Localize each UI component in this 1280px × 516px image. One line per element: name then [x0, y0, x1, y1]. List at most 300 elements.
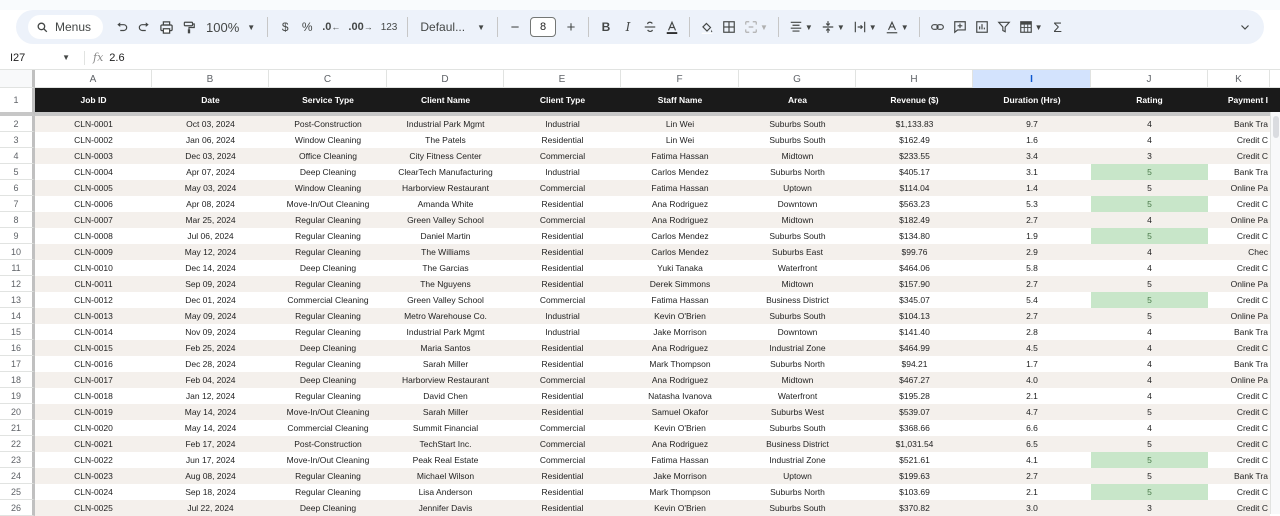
- cell-duration[interactable]: 2.7: [973, 308, 1091, 324]
- cell-staff-name[interactable]: Fatima Hassan: [621, 148, 739, 164]
- cell-rating[interactable]: 5: [1091, 180, 1208, 196]
- cell-revenue[interactable]: $521.61: [856, 452, 973, 468]
- cell-service-type[interactable]: Deep Cleaning: [269, 164, 387, 180]
- cell-service-type[interactable]: Regular Cleaning: [269, 308, 387, 324]
- merge-cells-button[interactable]: [740, 15, 772, 39]
- cell-revenue[interactable]: $464.99: [856, 340, 973, 356]
- header-revenue[interactable]: Revenue ($): [890, 94, 939, 105]
- cell-revenue[interactable]: $195.28: [856, 388, 973, 404]
- row-number[interactable]: 17: [0, 356, 35, 372]
- cell-job-id[interactable]: CLN-0004: [35, 164, 152, 180]
- cell-job-id[interactable]: CLN-0020: [35, 420, 152, 436]
- cell-payment[interactable]: Credit C: [1208, 388, 1270, 404]
- cell-job-id[interactable]: CLN-0022: [35, 452, 152, 468]
- row-number[interactable]: 7: [0, 196, 35, 212]
- cell-job-id[interactable]: CLN-0002: [35, 132, 152, 148]
- cell-job-id[interactable]: CLN-0025: [35, 500, 152, 516]
- cell-service-type[interactable]: Deep Cleaning: [269, 500, 387, 516]
- header-staff-name[interactable]: Staff Name: [657, 94, 703, 105]
- cell-payment[interactable]: Credit C: [1208, 436, 1270, 452]
- strikethrough-button[interactable]: [639, 15, 661, 39]
- cell-job-id[interactable]: CLN-0010: [35, 260, 152, 276]
- cell-client-name[interactable]: Jennifer Davis: [387, 500, 504, 516]
- cell-client-type[interactable]: Industrial: [504, 164, 621, 180]
- cell-revenue[interactable]: $134.80: [856, 228, 973, 244]
- cell-client-name[interactable]: TechStart Inc.: [387, 436, 504, 452]
- cell-client-name[interactable]: Industrial Park Mgmt: [387, 116, 504, 132]
- borders-button[interactable]: [718, 15, 740, 39]
- cell-service-type[interactable]: Post-Construction: [269, 436, 387, 452]
- row-number[interactable]: 18: [0, 372, 35, 388]
- cell-revenue[interactable]: $467.27: [856, 372, 973, 388]
- cell-rating[interactable]: 4: [1091, 388, 1208, 404]
- cell-duration[interactable]: 2.7: [973, 276, 1091, 292]
- cell-rating[interactable]: 4: [1091, 356, 1208, 372]
- currency-format-button[interactable]: $: [281, 20, 289, 34]
- cell-rating[interactable]: 4: [1091, 372, 1208, 388]
- cell-staff-name[interactable]: Ana Rodriguez: [621, 340, 739, 356]
- cell-rating[interactable]: 5: [1091, 468, 1208, 484]
- cell-duration[interactable]: 2.1: [973, 388, 1091, 404]
- cell-staff-name[interactable]: Mark Thompson: [621, 356, 739, 372]
- cell-revenue[interactable]: $345.07: [856, 292, 973, 308]
- cell-rating[interactable]: 5: [1091, 164, 1208, 180]
- row-number[interactable]: 11: [0, 260, 35, 276]
- cell-payment[interactable]: Online Pa: [1208, 308, 1270, 324]
- column-header-g[interactable]: G: [739, 70, 856, 88]
- cell-date[interactable]: May 03, 2024: [152, 180, 269, 196]
- cell-client-type[interactable]: Commercial: [504, 436, 621, 452]
- cell-staff-name[interactable]: Ana Rodriguez: [621, 372, 739, 388]
- cell-payment[interactable]: Bank Tra: [1208, 116, 1270, 132]
- cell-payment[interactable]: Credit C: [1208, 260, 1270, 276]
- cell-client-name[interactable]: Green Valley School: [387, 212, 504, 228]
- row-number[interactable]: 16: [0, 340, 35, 356]
- cell-date[interactable]: Feb 04, 2024: [152, 372, 269, 388]
- cell-client-name[interactable]: ClearTech Manufacturing: [387, 164, 504, 180]
- cell-client-name[interactable]: Maria Santos: [387, 340, 504, 356]
- row-number[interactable]: 23: [0, 452, 35, 468]
- row-number[interactable]: 21: [0, 420, 35, 436]
- cell-rating[interactable]: 5: [1091, 404, 1208, 420]
- cell-duration[interactable]: 2.1: [973, 484, 1091, 500]
- cell-revenue[interactable]: $368.66: [856, 420, 973, 436]
- cell-rating[interactable]: 4: [1091, 212, 1208, 228]
- cell-job-id[interactable]: CLN-0017: [35, 372, 152, 388]
- cell-area[interactable]: Suburbs South: [739, 228, 856, 244]
- cell-area[interactable]: Suburbs East: [739, 244, 856, 260]
- row-number[interactable]: 8: [0, 212, 35, 228]
- column-header-d[interactable]: D: [387, 70, 504, 88]
- cell-date[interactable]: Jul 06, 2024: [152, 228, 269, 244]
- cell-area[interactable]: Midtown: [739, 148, 856, 164]
- cell-date[interactable]: Jan 12, 2024: [152, 388, 269, 404]
- cell-date[interactable]: Mar 25, 2024: [152, 212, 269, 228]
- row-number[interactable]: 9: [0, 228, 35, 244]
- cell-service-type[interactable]: Regular Cleaning: [269, 468, 387, 484]
- cell-job-id[interactable]: CLN-0011: [35, 276, 152, 292]
- cell-client-type[interactable]: Residential: [504, 500, 621, 516]
- header-duration[interactable]: Duration (Hrs): [1003, 94, 1061, 105]
- decrease-decimal-button[interactable]: .0 ←: [322, 21, 341, 33]
- cell-service-type[interactable]: Regular Cleaning: [269, 276, 387, 292]
- cell-revenue[interactable]: $162.49: [856, 132, 973, 148]
- row-number[interactable]: 4: [0, 148, 35, 164]
- cell-service-type[interactable]: Regular Cleaning: [269, 324, 387, 340]
- cell-area[interactable]: Suburbs South: [739, 500, 856, 516]
- row-number[interactable]: 19: [0, 388, 35, 404]
- column-header-e[interactable]: E: [504, 70, 621, 88]
- cell-revenue[interactable]: $157.90: [856, 276, 973, 292]
- cell-service-type[interactable]: Post-Construction: [269, 116, 387, 132]
- row-number[interactable]: 13: [0, 292, 35, 308]
- cell-date[interactable]: Jul 22, 2024: [152, 500, 269, 516]
- cell-client-name[interactable]: Harborview Restaurant: [387, 372, 504, 388]
- cell-area[interactable]: Suburbs South: [739, 420, 856, 436]
- cell-rating[interactable]: 3: [1091, 500, 1208, 516]
- cell-date[interactable]: Feb 17, 2024: [152, 436, 269, 452]
- cell-payment[interactable]: Bank Tra: [1208, 356, 1270, 372]
- cell-client-type[interactable]: Commercial: [504, 452, 621, 468]
- column-header-k[interactable]: K: [1208, 70, 1270, 88]
- cell-area[interactable]: Downtown: [739, 324, 856, 340]
- cell-payment[interactable]: Online Pa: [1208, 180, 1270, 196]
- cell-revenue[interactable]: $1,031.54: [856, 436, 973, 452]
- cell-job-id[interactable]: CLN-0001: [35, 116, 152, 132]
- font-family-select[interactable]: [414, 20, 491, 34]
- row-number[interactable]: 2: [0, 116, 35, 132]
- cell-rating[interactable]: 5: [1091, 292, 1208, 308]
- cell-rating[interactable]: 4: [1091, 116, 1208, 132]
- cell-date[interactable]: Nov 09, 2024: [152, 324, 269, 340]
- cell-staff-name[interactable]: Jake Morrison: [621, 324, 739, 340]
- text-color-button[interactable]: [661, 15, 683, 39]
- cell-date[interactable]: May 14, 2024: [152, 404, 269, 420]
- cell-client-type[interactable]: Commercial: [504, 148, 621, 164]
- cell-date[interactable]: Apr 07, 2024: [152, 164, 269, 180]
- cell-job-id[interactable]: CLN-0009: [35, 244, 152, 260]
- cell-staff-name[interactable]: Carlos Mendez: [621, 228, 739, 244]
- cell-duration[interactable]: 9.7: [973, 116, 1091, 132]
- cell-client-type[interactable]: Residential: [504, 132, 621, 148]
- column-header-j[interactable]: J: [1091, 70, 1208, 88]
- cell-client-name[interactable]: David Chen: [387, 388, 504, 404]
- undo-button[interactable]: [111, 15, 133, 39]
- cell-job-id[interactable]: CLN-0005: [35, 180, 152, 196]
- cell-duration[interactable]: 1.9: [973, 228, 1091, 244]
- scrollbar-thumb[interactable]: [1273, 116, 1279, 138]
- row-number[interactable]: 5: [0, 164, 35, 180]
- cell-service-type[interactable]: Move-In/Out Cleaning: [269, 196, 387, 212]
- cell-area[interactable]: Business District: [739, 436, 856, 452]
- row-number[interactable]: 22: [0, 436, 35, 452]
- cell-payment[interactable]: Credit C: [1208, 500, 1270, 516]
- cell-service-type[interactable]: Regular Cleaning: [269, 228, 387, 244]
- cell-duration[interactable]: 2.7: [973, 212, 1091, 228]
- cell-rating[interactable]: 4: [1091, 420, 1208, 436]
- cell-staff-name[interactable]: Lin Wei: [621, 116, 739, 132]
- cell-rating[interactable]: 5: [1091, 228, 1208, 244]
- cell-client-name[interactable]: Summit Financial: [387, 420, 504, 436]
- cell-staff-name[interactable]: Kevin O'Brien: [621, 420, 739, 436]
- cell-client-type[interactable]: Residential: [504, 196, 621, 212]
- cell-area[interactable]: Uptown: [739, 180, 856, 196]
- cell-service-type[interactable]: Regular Cleaning: [269, 484, 387, 500]
- cell-rating[interactable]: 4: [1091, 260, 1208, 276]
- cell-client-name[interactable]: Metro Warehouse Co.: [387, 308, 504, 324]
- header-service-type[interactable]: Service Type: [302, 94, 354, 105]
- cell-duration[interactable]: 4.5: [973, 340, 1091, 356]
- cell-client-type[interactable]: Residential: [504, 260, 621, 276]
- cell-area[interactable]: Suburbs South: [739, 132, 856, 148]
- row-number[interactable]: 10: [0, 244, 35, 260]
- cell-area[interactable]: Uptown: [739, 468, 856, 484]
- cell-area[interactable]: Business District: [739, 292, 856, 308]
- number-format-button[interactable]: [377, 15, 402, 39]
- cell-payment[interactable]: Credit C: [1208, 228, 1270, 244]
- row-number[interactable]: 20: [0, 404, 35, 420]
- cell-revenue[interactable]: $199.63: [856, 468, 973, 484]
- insert-comment-button[interactable]: [949, 15, 971, 39]
- cell-client-name[interactable]: Industrial Park Mgmt: [387, 324, 504, 340]
- vertical-scrollbar[interactable]: [1270, 112, 1280, 514]
- cell-duration[interactable]: 4.7: [973, 404, 1091, 420]
- cell-date[interactable]: May 12, 2024: [152, 244, 269, 260]
- cell-job-id[interactable]: CLN-0024: [35, 484, 152, 500]
- cell-duration[interactable]: 3.1: [973, 164, 1091, 180]
- cell-client-name[interactable]: Green Valley School: [387, 292, 504, 308]
- cell-date[interactable]: Dec 01, 2024: [152, 292, 269, 308]
- cell-staff-name[interactable]: Carlos Mendez: [621, 244, 739, 260]
- cell-revenue[interactable]: $405.17: [856, 164, 973, 180]
- cell-staff-name[interactable]: Ana Rodriguez: [621, 436, 739, 452]
- cell-date[interactable]: Jun 17, 2024: [152, 452, 269, 468]
- header-job-id[interactable]: Job ID: [80, 94, 107, 105]
- cell-service-type[interactable]: Move-In/Out Cleaning: [269, 404, 387, 420]
- vertical-align-button[interactable]: [817, 15, 849, 39]
- cell-service-type[interactable]: Regular Cleaning: [269, 244, 387, 260]
- cell-staff-name[interactable]: Derek Simmons: [621, 276, 739, 292]
- cell-client-type[interactable]: Residential: [504, 356, 621, 372]
- cell-client-name[interactable]: The Nguyens: [387, 276, 504, 292]
- cell-staff-name[interactable]: Fatima Hassan: [621, 180, 739, 196]
- cell-job-id[interactable]: CLN-0016: [35, 356, 152, 372]
- cell-revenue[interactable]: $104.13: [856, 308, 973, 324]
- cell-staff-name[interactable]: Natasha Ivanova: [621, 388, 739, 404]
- cell-duration[interactable]: 6.5: [973, 436, 1091, 452]
- cell-client-name[interactable]: The Garcias: [387, 260, 504, 276]
- cell-service-type[interactable]: Office Cleaning: [269, 148, 387, 164]
- cell-rating[interactable]: 5: [1091, 276, 1208, 292]
- cell-date[interactable]: Sep 09, 2024: [152, 276, 269, 292]
- bold-button[interactable]: B: [601, 20, 611, 34]
- cell-job-id[interactable]: CLN-0006: [35, 196, 152, 212]
- cell-staff-name[interactable]: Samuel Okafor: [621, 404, 739, 420]
- formula-input[interactable]: 2.6: [109, 51, 125, 64]
- cell-staff-name[interactable]: Ana Rodriguez: [621, 196, 739, 212]
- cell-client-name[interactable]: The Patels: [387, 132, 504, 148]
- column-header-c[interactable]: C: [269, 70, 387, 88]
- cell-job-id[interactable]: CLN-0018: [35, 388, 152, 404]
- cell-client-type[interactable]: Commercial: [504, 420, 621, 436]
- cell-area[interactable]: Waterfront: [739, 260, 856, 276]
- cell-staff-name[interactable]: Kevin O'Brien: [621, 500, 739, 516]
- cell-client-type[interactable]: Residential: [504, 244, 621, 260]
- cell-date[interactable]: May 14, 2024: [152, 420, 269, 436]
- header-payment[interactable]: Payment I: [1227, 94, 1268, 105]
- cell-job-id[interactable]: CLN-0021: [35, 436, 152, 452]
- cell-client-name[interactable]: Harborview Restaurant: [387, 180, 504, 196]
- cell-payment[interactable]: Credit C: [1208, 452, 1270, 468]
- cell-client-type[interactable]: Industrial: [504, 308, 621, 324]
- cell-area[interactable]: Industrial Zone: [739, 452, 856, 468]
- cell-job-id[interactable]: CLN-0013: [35, 308, 152, 324]
- cell-area[interactable]: Suburbs North: [739, 356, 856, 372]
- row-number[interactable]: 1: [0, 88, 35, 116]
- cell-job-id[interactable]: CLN-0023: [35, 468, 152, 484]
- cell-area[interactable]: Waterfront: [739, 388, 856, 404]
- cell-date[interactable]: Jan 06, 2024: [152, 132, 269, 148]
- cell-area[interactable]: Midtown: [739, 372, 856, 388]
- insert-link-button[interactable]: [926, 15, 949, 39]
- cell-area[interactable]: Downtown: [739, 196, 856, 212]
- header-client-name[interactable]: Client Name: [420, 94, 471, 105]
- cell-client-name[interactable]: Daniel Martin: [387, 228, 504, 244]
- cell-client-name[interactable]: Sarah Miller: [387, 356, 504, 372]
- row-number[interactable]: 14: [0, 308, 35, 324]
- cell-client-type[interactable]: Industrial: [504, 116, 621, 132]
- cell-date[interactable]: Oct 03, 2024: [152, 116, 269, 132]
- cell-job-id[interactable]: CLN-0014: [35, 324, 152, 340]
- cell-staff-name[interactable]: Carlos Mendez: [621, 164, 739, 180]
- cell-rating[interactable]: 5: [1091, 436, 1208, 452]
- cell-duration[interactable]: 1.7: [973, 356, 1091, 372]
- cell-client-name[interactable]: The Williams: [387, 244, 504, 260]
- row-number[interactable]: 25: [0, 484, 35, 500]
- cell-client-name[interactable]: Amanda White: [387, 196, 504, 212]
- cell-service-type[interactable]: Regular Cleaning: [269, 356, 387, 372]
- cell-staff-name[interactable]: Ana Rodriguez: [621, 212, 739, 228]
- cell-client-type[interactable]: Residential: [504, 276, 621, 292]
- cell-date[interactable]: Dec 28, 2024: [152, 356, 269, 372]
- cell-staff-name[interactable]: Yuki Tanaka: [621, 260, 739, 276]
- cell-payment[interactable]: Credit C: [1208, 148, 1270, 164]
- cell-area[interactable]: Suburbs North: [739, 164, 856, 180]
- cell-job-id[interactable]: CLN-0007: [35, 212, 152, 228]
- cell-duration[interactable]: 4.1: [973, 452, 1091, 468]
- cell-client-name[interactable]: Peak Real Estate: [387, 452, 504, 468]
- functions-button[interactable]: Σ: [1053, 19, 1062, 35]
- cell-payment[interactable]: Online Pa: [1208, 372, 1270, 388]
- cell-staff-name[interactable]: Mark Thompson: [621, 484, 739, 500]
- zoom-select[interactable]: [200, 20, 261, 35]
- increase-decimal-button[interactable]: .00 →: [348, 21, 373, 33]
- cell-area[interactable]: Industrial Zone: [739, 340, 856, 356]
- cell-revenue[interactable]: $370.82: [856, 500, 973, 516]
- row-number[interactable]: 15: [0, 324, 35, 340]
- cell-revenue[interactable]: $99.76: [856, 244, 973, 260]
- horizontal-align-button[interactable]: [785, 15, 817, 39]
- cell-duration[interactable]: 3.4: [973, 148, 1091, 164]
- cell-job-id[interactable]: CLN-0019: [35, 404, 152, 420]
- cell-service-type[interactable]: Move-In/Out Cleaning: [269, 452, 387, 468]
- cell-service-type[interactable]: Commercial Cleaning: [269, 420, 387, 436]
- cell-revenue[interactable]: $563.23: [856, 196, 973, 212]
- cell-payment[interactable]: Credit C: [1208, 420, 1270, 436]
- cell-duration[interactable]: 6.6: [973, 420, 1091, 436]
- cell-date[interactable]: Apr 08, 2024: [152, 196, 269, 212]
- cell-client-name[interactable]: City Fitness Center: [387, 148, 504, 164]
- column-header-h[interactable]: H: [856, 70, 973, 88]
- cell-client-name[interactable]: Sarah Miller: [387, 404, 504, 420]
- redo-button[interactable]: [133, 15, 155, 39]
- cell-date[interactable]: May 09, 2024: [152, 308, 269, 324]
- filter-button[interactable]: [993, 15, 1015, 39]
- decrease-font-size-button[interactable]: −: [510, 18, 520, 36]
- cell-job-id[interactable]: CLN-0008: [35, 228, 152, 244]
- cell-payment[interactable]: Online Pa: [1208, 276, 1270, 292]
- text-wrapping-button[interactable]: [849, 15, 881, 39]
- cell-rating[interactable]: 5: [1091, 196, 1208, 212]
- italic-button[interactable]: I: [625, 20, 631, 34]
- cell-area[interactable]: Suburbs South: [739, 308, 856, 324]
- cell-client-type[interactable]: Commercial: [504, 180, 621, 196]
- cell-duration[interactable]: 1.6: [973, 132, 1091, 148]
- cell-area[interactable]: Suburbs West: [739, 404, 856, 420]
- cell-rating[interactable]: 5: [1091, 484, 1208, 500]
- increase-font-size-button[interactable]: +: [566, 18, 576, 36]
- column-header-f[interactable]: F: [621, 70, 739, 88]
- cell-client-type[interactable]: Residential: [504, 484, 621, 500]
- cell-staff-name[interactable]: Jake Morrison: [621, 468, 739, 484]
- row-number[interactable]: 12: [0, 276, 35, 292]
- font-size-input[interactable]: 8: [530, 17, 556, 37]
- cell-payment[interactable]: Credit C: [1208, 404, 1270, 420]
- cell-duration[interactable]: 4.0: [973, 372, 1091, 388]
- cell-rating[interactable]: 4: [1091, 132, 1208, 148]
- cell-rating[interactable]: 4: [1091, 244, 1208, 260]
- row-number[interactable]: 24: [0, 468, 35, 484]
- cell-duration[interactable]: 1.4: [973, 180, 1091, 196]
- cell-date[interactable]: Dec 03, 2024: [152, 148, 269, 164]
- row-number[interactable]: 6: [0, 180, 35, 196]
- column-header-b[interactable]: B: [152, 70, 269, 88]
- cell-rating[interactable]: 4: [1091, 340, 1208, 356]
- cell-service-type[interactable]: Commercial Cleaning: [269, 292, 387, 308]
- row-number[interactable]: 3: [0, 132, 35, 148]
- cell-payment[interactable]: Bank Tra: [1208, 164, 1270, 180]
- cell-revenue[interactable]: $233.55: [856, 148, 973, 164]
- paint-format-button[interactable]: [178, 15, 200, 39]
- cell-staff-name[interactable]: Fatima Hassan: [621, 452, 739, 468]
- cell-date[interactable]: Feb 25, 2024: [152, 340, 269, 356]
- cell-duration[interactable]: 5.3: [973, 196, 1091, 212]
- column-header-i[interactable]: I: [973, 70, 1091, 88]
- header-area[interactable]: Area: [788, 94, 807, 105]
- cell-revenue[interactable]: $141.40: [856, 324, 973, 340]
- cell-payment[interactable]: Credit C: [1208, 484, 1270, 500]
- column-header-a[interactable]: A: [35, 70, 152, 88]
- cell-service-type[interactable]: Regular Cleaning: [269, 212, 387, 228]
- cell-staff-name[interactable]: Kevin O'Brien: [621, 308, 739, 324]
- cell-date[interactable]: Aug 08, 2024: [152, 468, 269, 484]
- cell-payment[interactable]: Credit C: [1208, 196, 1270, 212]
- fill-color-button[interactable]: [696, 15, 718, 39]
- cell-client-type[interactable]: Residential: [504, 388, 621, 404]
- cell-service-type[interactable]: Deep Cleaning: [269, 260, 387, 276]
- cell-revenue[interactable]: $1,133.83: [856, 116, 973, 132]
- collapse-toolbar-button[interactable]: [1234, 15, 1256, 39]
